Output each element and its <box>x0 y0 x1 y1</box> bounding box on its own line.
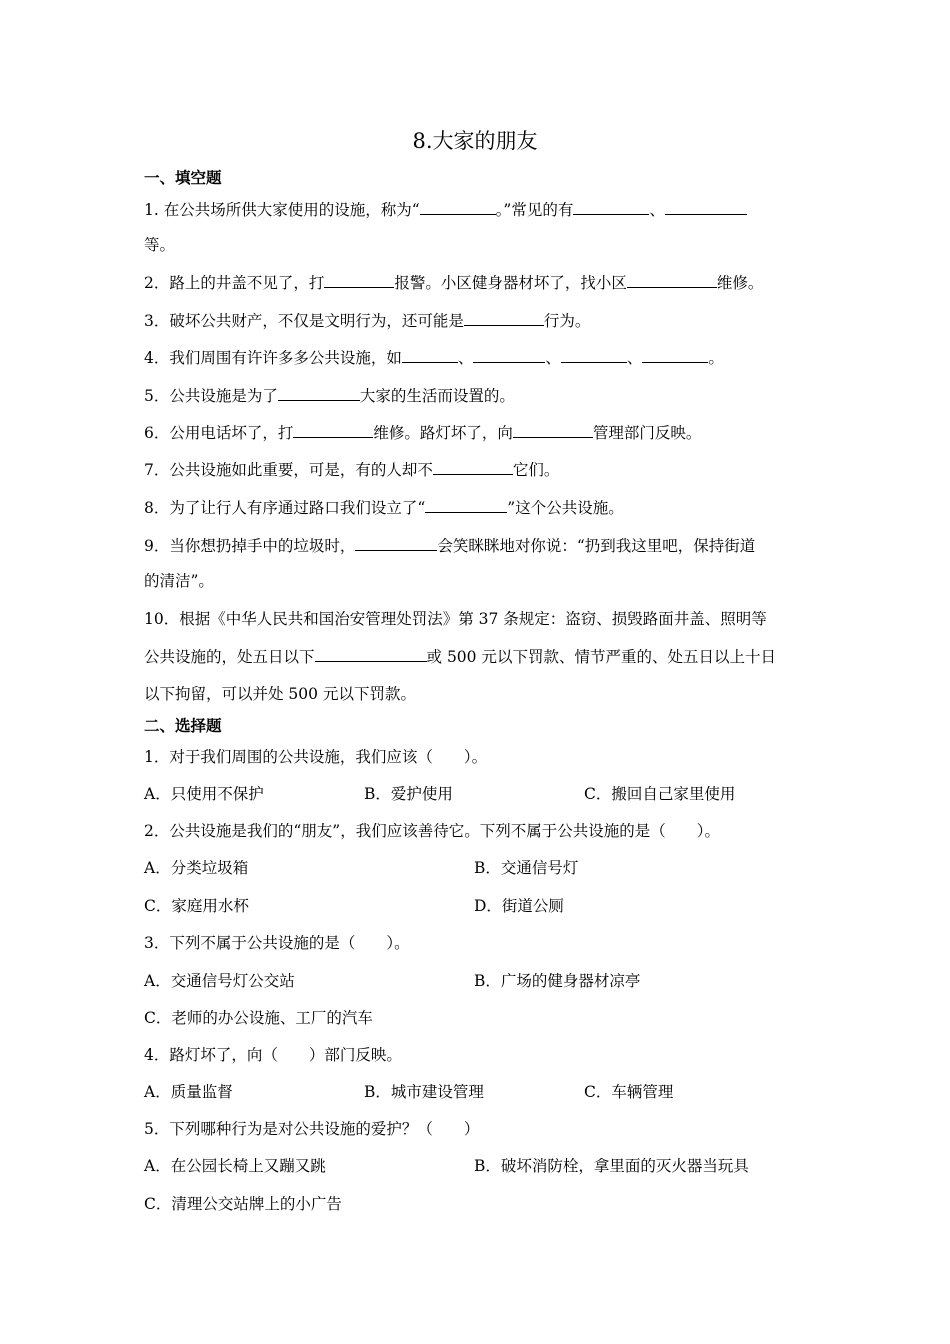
fill-question-1-cont: 等。 <box>144 236 176 254</box>
answer-blank[interactable] <box>433 459 513 475</box>
choice-question-3: 3．下列不属于公共设施的是（ ）。 <box>144 934 410 952</box>
answer-blank[interactable] <box>402 347 458 363</box>
fill-question-9: 9．当你想扔掉手中的垃圾时， 会笑眯眯地对你说：“扔到我这里吧，保持街道 <box>144 537 756 555</box>
answer-blank[interactable] <box>665 199 747 215</box>
choice-question-4: 4．路灯坏了，向（ ）部门反映。 <box>144 1046 402 1064</box>
choice-option-a[interactable]: A．质量监督 <box>144 1083 233 1101</box>
choice-option-c[interactable]: C．老师的办公设施、工厂的汽车 <box>144 1009 373 1027</box>
fill-question-10-line3: 以下拘留，可以并处 500 元以下罚款。 <box>144 685 416 703</box>
fill-question-8: 8．为了让行人有序通过路口我们设立了“ ”这个公共设施。 <box>144 499 624 517</box>
section-heading-choice: 二、选择题 <box>144 717 222 735</box>
fill-question-10-line2: 公共设施的，处五日以下 或 500 元以下罚款、情节严重的、处五日以上十日 <box>144 648 776 666</box>
choice-option-c[interactable]: C．清理公交站牌上的小广告 <box>144 1195 342 1213</box>
choice-option-b[interactable]: B．爱护使用 <box>364 785 453 803</box>
choice-option-c[interactable]: C．车辆管理 <box>584 1083 674 1101</box>
choice-option-a[interactable]: A．分类垃圾箱 <box>144 859 249 877</box>
answer-blank[interactable] <box>642 347 708 363</box>
choice-question-1: 1．对于我们周围的公共设施，我们应该（ ）。 <box>144 748 488 766</box>
section-heading-fill-blank: 一、填空题 <box>144 169 222 187</box>
choice-option-a[interactable]: A．交通信号灯公交站 <box>144 972 295 990</box>
choice-question-2: 2．公共设施是我们的“朋友”，我们应该善待它。下列不属于公共设施的是（ ）。 <box>144 822 720 840</box>
answer-blank[interactable] <box>627 272 717 288</box>
fill-question-5: 5．公共设施是为了 大家的生活而设置的。 <box>144 387 515 405</box>
fill-question-3: 3．破坏公共财产，不仅是文明行为，还可能是 行为。 <box>144 312 591 330</box>
fill-question-1: 1. 在公共场所供大家使用的设施，称为“ 。”常见的有 、 <box>144 199 747 221</box>
answer-blank[interactable] <box>513 422 593 438</box>
choice-option-b[interactable]: B．广场的健身器材凉亭 <box>474 972 641 990</box>
answer-blank[interactable] <box>420 199 496 215</box>
answer-blank[interactable] <box>473 347 545 363</box>
choice-option-c[interactable]: C．家庭用水杯 <box>144 897 249 915</box>
answer-blank[interactable] <box>324 272 394 288</box>
fill-question-6: 6．公用电话坏了，打 维修。路灯坏了，向 管理部门反映。 <box>144 424 702 442</box>
answer-blank[interactable] <box>315 646 427 662</box>
fill-question-7: 7．公共设施如此重要，可是，有的人却不 它们。 <box>144 461 560 479</box>
answer-blank[interactable] <box>425 497 507 513</box>
choice-option-a[interactable]: A．只使用不保护 <box>144 785 264 803</box>
choice-option-b[interactable]: B．破坏消防栓，拿里面的灭火器当玩具 <box>474 1157 749 1175</box>
answer-blank[interactable] <box>561 347 627 363</box>
fill-question-10: 10．根据《中华人民共和国治安管理处罚法》第 37 条规定：盗窃、损毁路面井盖、照明等 <box>144 610 767 628</box>
choice-option-a[interactable]: A．在公园长椅上又蹦又跳 <box>144 1157 326 1175</box>
answer-blank[interactable] <box>293 422 373 438</box>
answer-blank[interactable] <box>464 310 544 326</box>
fill-question-2: 2．路上的井盖不见了，打 报警。小区健身器材坏了，找小区 维修。 <box>144 274 764 292</box>
answer-blank[interactable] <box>278 385 360 401</box>
answer-blank[interactable] <box>573 199 649 215</box>
choice-option-d[interactable]: D．街道公厕 <box>474 897 564 915</box>
choice-option-c[interactable]: C．搬回自己家里使用 <box>584 785 736 803</box>
page-title: 8.大家的朋友 <box>412 129 538 153</box>
choice-question-5: 5．下列哪种行为是对公共设施的爱护？（ ） <box>144 1120 480 1138</box>
answer-blank[interactable] <box>355 535 437 551</box>
choice-option-b[interactable]: B．城市建设管理 <box>364 1083 484 1101</box>
choice-option-b[interactable]: B．交通信号灯 <box>474 859 579 877</box>
fill-question-4: 4．我们周围有许许多多公共设施，如 、 、 、 。 <box>144 349 724 367</box>
fill-question-9-cont: 的清洁”。 <box>144 572 214 590</box>
